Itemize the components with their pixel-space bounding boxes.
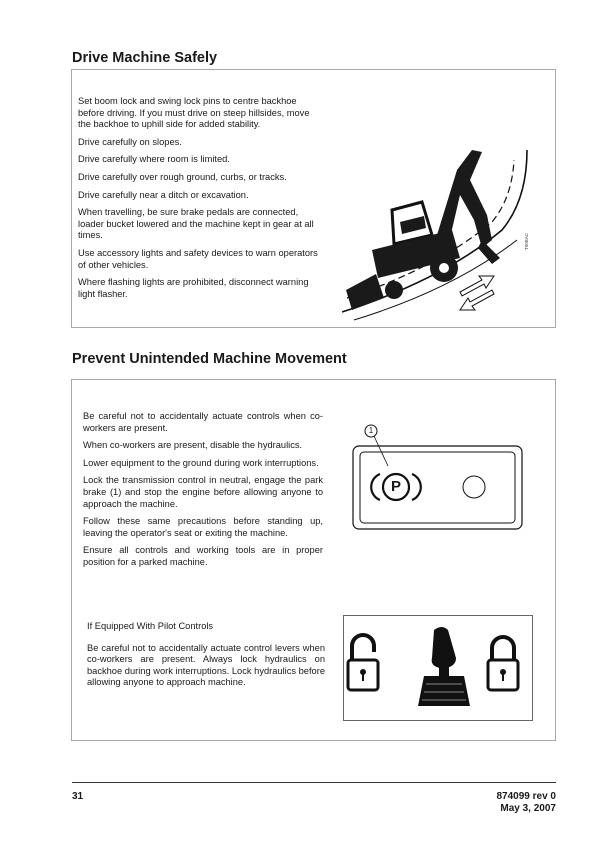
paragraph: Be careful not to accidentally actuate controls when co-workers are present. [83,411,323,433]
page-number: 31 [72,791,84,802]
pilot-lever-illustration [344,616,532,720]
paragraph: Use accessory lights and safety devices to warn operators of other vehicles. [78,247,318,270]
paragraph: Drive carefully where room is limited. [78,154,230,165]
pilot-controls-text [87,621,325,695]
park-brake-panel-figure [350,424,526,532]
locked-padlock-icon [488,637,518,690]
paragraph: When co-workers are present, disable the hydraulics. [83,440,303,451]
paragraph: When travelling, be sure brake pedals are connected, loader bucket lowered and the machine kept in gear at all times. [78,207,314,241]
control-panel-outline [350,424,526,532]
paragraph: Be careful not to accidentally actuate control levers when co-workers are present. Always lock hydraulics on backhoe during work interruptions. Lock hydraulics before allowing anyone to approach machine. [87,642,325,688]
footer-divider [72,782,556,783]
paragraph: Drive carefully over rough ground, curbs, or tracks. [78,171,287,182]
paragraph: Ensure all controls and working tools are in proper position for a parked machine. [83,545,323,567]
paragraph: Drive carefully near a ditch or excavation. [78,189,249,200]
sub-heading-pilot-controls: If Equipped With Pilot Controls [87,621,214,631]
document-date: May 3, 2007 [500,803,556,814]
prevent-movement-panel [71,379,556,741]
drive-safely-panel [71,69,556,328]
section-title-prevent-movement: Prevent Unintended Machine Movement [72,351,347,367]
unlocked-padlock-icon [348,635,378,690]
prevent-movement-text [83,411,323,575]
paragraph: Lower equipment to the ground during work interruptions. [83,457,319,468]
callout-number: 1 [368,426,374,435]
pilot-controls-figure [343,615,533,721]
paragraph: Drive carefully on slopes. [78,136,182,147]
paragraph: Where flashing lights are prohibited, disconnect warning light flasher. [78,277,309,299]
paragraph: Lock the transmission control in neutral, engage the park brake (1) and stop the engine before allowing anyone to approach the machine. [83,475,323,509]
section-title-drive-safely: Drive Machine Safely [72,50,218,66]
backhoe-on-slope-illustration [342,140,552,330]
document-number: 874099 rev 0 [496,791,556,802]
drive-safely-text [78,96,318,306]
paragraph: Follow these same precautions before standing up, leaving the operator's seat or exiting the machine. [83,516,323,538]
paragraph: Set boom lock and swing lock pins to centre backhoe before driving. If you must drive on steep hillsides, move the backhoe to uphill side for added stability. [78,96,310,130]
park-brake-icon: P [390,478,401,495]
figure-code: T00BAC [524,232,529,250]
joystick-icon [418,627,470,706]
